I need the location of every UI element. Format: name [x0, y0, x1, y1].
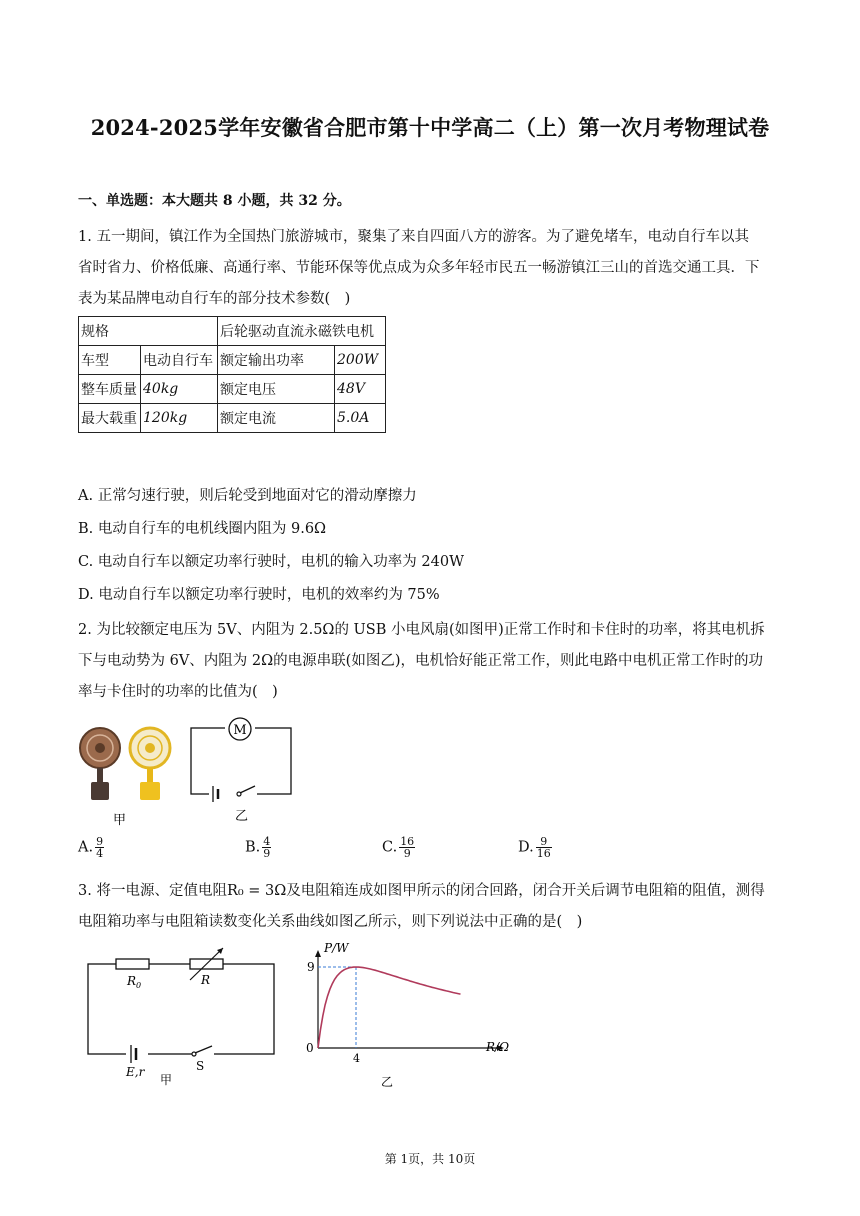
- table-cell: 车型: [79, 346, 141, 375]
- fig-label-jia: 甲: [160, 1073, 173, 1087]
- table-row: [79, 317, 386, 346]
- brown-fan-base: [91, 782, 109, 800]
- fig-label-jia: 甲: [113, 813, 127, 828]
- table-cell: 48V: [335, 375, 386, 404]
- r-label: R: [201, 973, 211, 987]
- q2-option-d: D. $\frac{9}{16}$: [518, 835, 551, 860]
- q2-option-a: A. $\frac{9}{4}$: [78, 835, 104, 860]
- q1-text-line2: 省时省力、价格低廉、高通行率、节能环保等优点成为众多年轻市民五一畅游镇江三山的首选交通工具．下: [78, 260, 760, 276]
- table-cell: 5.0A: [335, 404, 386, 433]
- brown-fan-hub: [95, 743, 105, 753]
- table-cell: 120kg: [141, 404, 218, 433]
- exam-title: 2024-2025学年安徽省合肥市第十中学高二（上）第一次月考物理试卷: [90, 115, 770, 140]
- table-cell: 整车质量: [79, 375, 141, 404]
- q1-option-c: C. 电动自行车以额定功率行驶时，电机的输入功率为 240W: [78, 554, 464, 570]
- table-row: [79, 404, 386, 433]
- switch-label: S: [196, 1059, 205, 1073]
- power-curve: [318, 967, 461, 1048]
- table-cell: 额定电流: [218, 404, 335, 433]
- section-heading: 一、单选题：本大题共 8 小题，共 32 分。: [78, 193, 351, 209]
- motor-label: M: [233, 723, 247, 738]
- table-row: [79, 375, 386, 404]
- fan-illustration: [78, 718, 178, 828]
- table-cell: 额定输出功率: [218, 346, 335, 375]
- y-tick-label: 9: [307, 960, 315, 974]
- q1-text-line1: 1. 五一期间，镇江作为全国热门旅游城市，聚集了来自四面八方的游客。为了避免堵车，电动自行车以其: [78, 229, 749, 245]
- yellow-fan-hub: [145, 743, 155, 753]
- table-cell: 电动自行车: [141, 346, 218, 375]
- table-cell: 200W: [335, 346, 386, 375]
- q3-text-line1: 3. 将一电源、定值电阻R₀ = 3Ω及电阻箱连成如图甲所示的闭合回路，闭合开关后调节电阻箱的阻值，测得: [78, 883, 765, 899]
- page-footer: 第 1页，共 10页: [384, 1152, 476, 1166]
- source-label: E,r: [126, 1065, 145, 1079]
- fixed-resistor-r0: [116, 959, 149, 969]
- table-cell: 最大载重: [79, 404, 141, 433]
- q2-text-line2: 下与电动势为 6V、内阻为 2Ω的电源串联(如图乙)，电机恰好能正常工作，则此电路中电机正常工作时的功: [78, 653, 763, 669]
- x-axis-label: R/Ω: [486, 1040, 510, 1054]
- q1-option-b: B. 电动自行车的电机线圈内阻为 9.6Ω: [78, 521, 327, 537]
- r0-label: $R_0$: [127, 974, 142, 990]
- fig-label-yi: 乙: [381, 1075, 394, 1089]
- table-cell: 规格: [79, 317, 218, 346]
- q2-text-line3: 率与卡住时的功率的比值为( ): [78, 684, 278, 700]
- q2-option-c: C. $\frac{16}{9}$: [382, 835, 415, 860]
- table-cell: 40kg: [141, 375, 218, 404]
- x-tick-label: 4: [353, 1052, 360, 1065]
- q3-text-line2: 电阻箱功率与电阻箱读数变化关系曲线如图乙所示，则下列说法中正确的是( ): [78, 914, 583, 930]
- y-axis-arrow-icon: [315, 950, 321, 957]
- motor-circuit-diagram: [185, 714, 300, 828]
- q2-text-line1: 2. 为比较额定电压为 5V、内阻为 2.5Ω的 USB 小电风扇(如图甲)正常工作时和卡住时的功率，将其电机拆: [78, 622, 765, 638]
- fig-label-yi: 乙: [235, 809, 249, 824]
- yellow-fan-base: [140, 782, 160, 800]
- q1-option-a: A. 正常匀速行驶，则后轮受到地面对它的滑动摩擦力: [78, 488, 417, 504]
- resistor-circuit-diagram: [80, 944, 280, 1094]
- origin-label: 0: [306, 1041, 314, 1055]
- q2-option-b: B. $\frac{4}{9}$: [245, 835, 271, 860]
- spec-table: [78, 316, 386, 433]
- table-row: [79, 346, 386, 375]
- table-cell: 额定电压: [218, 375, 335, 404]
- q1-text-line3: 表为某品牌电动自行车的部分技术参数( ): [78, 291, 351, 307]
- y-axis-label: P/W: [324, 941, 349, 955]
- table-cell: 后轮驱动直流永磁铁电机: [218, 317, 386, 346]
- power-resistance-graph: [298, 940, 518, 1092]
- q1-option-d: D. 电动自行车以额定功率行驶时，电机的效率约为 75%: [78, 587, 440, 603]
- circuit-wire: [88, 964, 274, 1054]
